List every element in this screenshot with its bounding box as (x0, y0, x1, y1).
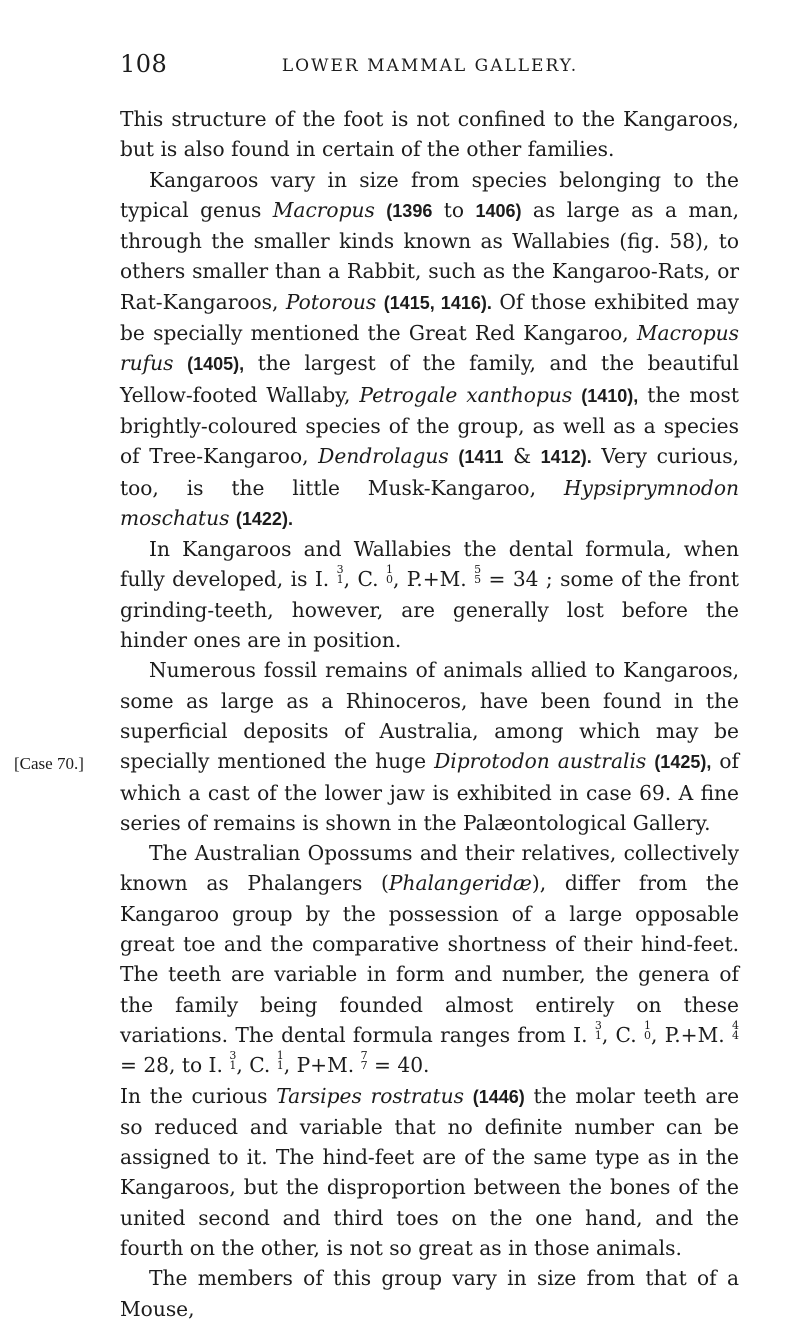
page-header (120, 50, 740, 90)
fraction: 1 0 (644, 1018, 652, 1042)
fraction: 7 7 (360, 1049, 368, 1073)
fraction: 3 1 (336, 563, 344, 587)
paragraph-4: Numerous fossil remains of animals allied to Kangaroos, some as large as a Rhinoceros, have been found in the superficial deposits of Australia, among which may be specially mentioned the huge Diprotodon australis (1425), of which a cast of the lower jaw is exhibited in case 69. A fine series of remains is shown in the Palæontological Gallery. (120, 658, 740, 835)
body-text (120, 104, 739, 1324)
paragraph-6-tarsipes: In the curious Tarsipes rostratus (1446) the molar teeth are so reduced and variable that no definite number can be assigned to it. The hind-feet are of the same type as in the Kangaroos, but the disproportion between the bones of the united second and third toes on the one hand, and the fourth on the other, is not so great as in those animals. (120, 1083, 740, 1260)
fraction: 3 1 (594, 1018, 602, 1042)
fraction: 1 1 (276, 1049, 284, 1073)
fraction: 4 4 (732, 1018, 739, 1042)
paragraph-7: The members of this group vary in size from that of a Mouse, (120, 1266, 739, 1321)
paragraph-1: This structure of the foot is not confined to the Kangaroos, but is also found in certain of the other families. (120, 107, 739, 162)
paragraph-3-dental-formula: In Kangaroos and Wallabies the dental formula, when fully developed, is I. 3 1 , C. 1 0 , P.+M. 5 5 = 34 ; some of the front grinding-teeth, however, are generally lost before the hinder ones are in position. (120, 537, 739, 653)
running-head: LOWER MAMMAL GALLERY. (281, 56, 579, 76)
margin-note-case: [Case 70.] (14, 754, 84, 773)
fraction: 3 1 (229, 1049, 237, 1073)
page-number: 108 (120, 50, 168, 78)
fraction: 5 5 (474, 563, 482, 587)
paragraph-5-phalangers: The Australian Opossums and their relatives, collectively known as Phalangers (Phalangeridæ), differ from the Kangaroo group by the possession of a large opposable great toe and the comparative shortness of their hind-feet. The teeth are variable in form and number, the genera of the family being founded almost entirely on these variations. The dental formula ranges from I. 3 1 , C. 1 0 , P.+M. 4 4 = 28, to I. 3 1 , C. 1 1 , P+M. 7 7 = 40. (120, 841, 739, 1078)
paragraph-2: Kangaroos vary in size from species belonging to the typical genus Macropus (1396 to 1406) as large as a man, through the smaller kinds known as Wallabies (fig. 58), to others smaller than a Rabbit, such as the Kangaroo-Rats, or Rat-Kangaroos, Potorous (1415, 1416). Of those exhibited may be specially mentioned the Great Red Kangaroo, Macropus rufus (1405), the largest of the family, and the beautiful Yellow-footed Wallaby, Petrogale xanthopus (1410), the most brightly-coloured species of the group, as well as a species of Tree-Kangaroo, Dendrolagus (1411 & 1412). Very curious, too, is the little Musk-Kangaroo, Hypsiprymnodon moschatus (1422). (120, 167, 740, 530)
fraction: 1 0 (385, 563, 393, 587)
